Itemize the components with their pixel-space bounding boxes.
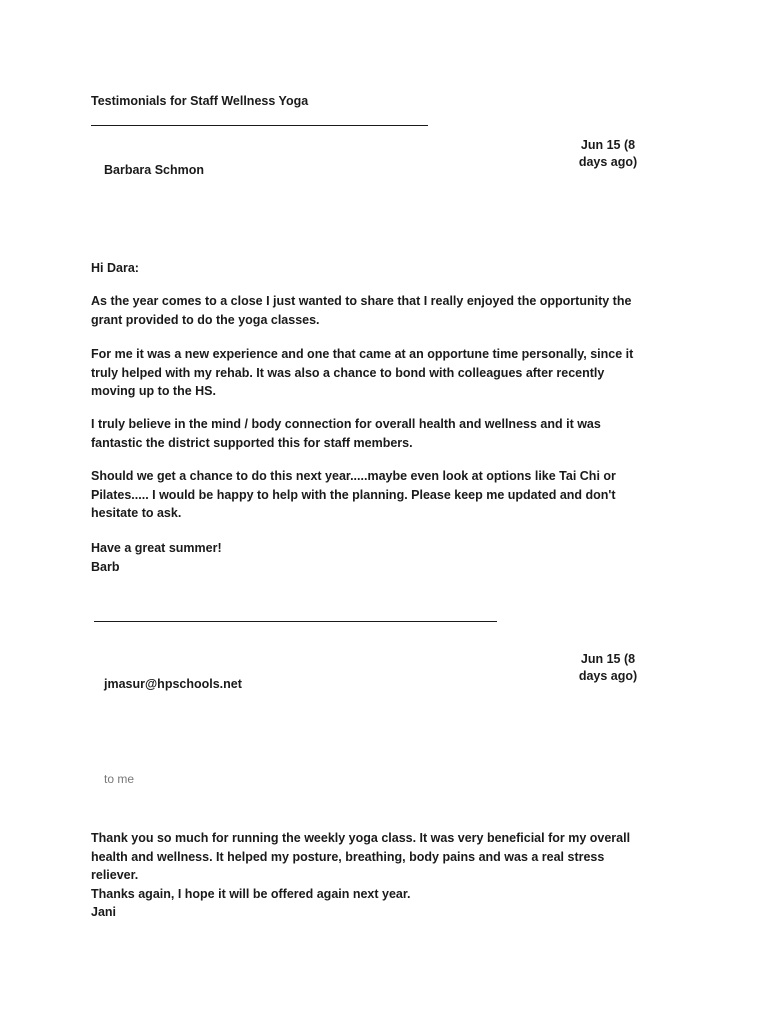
message1-date [573, 137, 643, 171]
message1-signoff [91, 539, 676, 576]
text-line: Should we get a chance to do this next year.....maybe even look at options like Tai Chi or [91, 469, 616, 483]
page-title: Testimonials for Staff Wellness Yoga [91, 94, 309, 108]
text-line: Thank you so much for running the weekly yoga class. It was very beneficial for my overall [91, 831, 631, 845]
message1-date-line2: days ago) [578, 155, 638, 169]
message2-sender: jmasur@hpschools.net [104, 677, 242, 691]
message1-closing: Have a great summer! [91, 541, 222, 555]
message-divider [94, 621, 497, 622]
text-line: Thanks again, I hope it will be offered again next year. [91, 886, 411, 901]
title-divider [91, 125, 428, 126]
message1-greeting: Hi Dara: [91, 261, 139, 275]
text-line: As the year comes to a close I just wanted to share that I really enjoyed the opportunity the [91, 294, 632, 308]
text-line: Pilates..... I would be happy to help with the planning. Please keep me updated and don't [91, 487, 616, 502]
message2-date-line1: Jun 15 (8 [580, 652, 636, 666]
message1-sender: Barbara Schmon [104, 163, 205, 177]
text-line: hesitate to ask. [91, 506, 182, 520]
message1-paragraph-1 [91, 292, 676, 329]
message1-paragraph-4 [91, 467, 676, 523]
message2-recipient: to me [104, 772, 135, 786]
text-line: truly helped with my rehab. It was also a chance to bond with colleagues after recently [91, 365, 605, 380]
text-line: For me it was a new experience and one that came at an opportune time personally, since it [91, 347, 634, 361]
text-line: moving up to the HS. [91, 384, 216, 398]
text-line: reliever. [91, 868, 139, 882]
message2-signature: Jani [91, 905, 117, 919]
message2-date-line2: days ago) [578, 669, 638, 683]
message2-body [91, 829, 681, 922]
message2-date [573, 651, 643, 685]
text-line: I truly believe in the mind / body connection for overall health and wellness and it was [91, 417, 601, 431]
message1-paragraph-3 [91, 415, 676, 452]
message1-signature: Barb [91, 559, 120, 574]
message1-date-line1: Jun 15 (8 [580, 138, 636, 152]
text-line: grant provided to do the yoga classes. [91, 312, 320, 327]
text-line: health and wellness. It helped my posture, breathing, body pains and was a real stress [91, 849, 605, 864]
text-line: fantastic the district supported this for staff members. [91, 435, 413, 450]
message1-paragraph-2 [91, 345, 676, 401]
